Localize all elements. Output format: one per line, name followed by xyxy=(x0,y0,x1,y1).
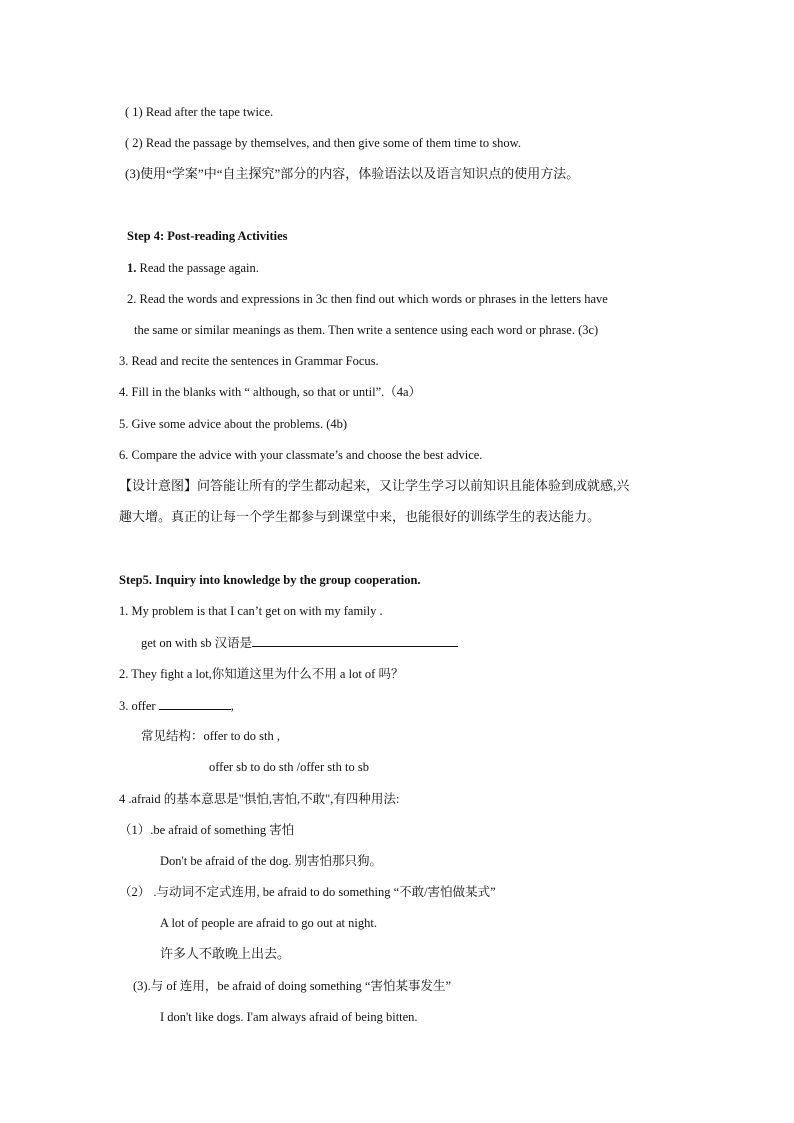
step4-item-5: 5. Give some advice about the problems. (4b) xyxy=(119,417,348,431)
usage-2-example: A lot of people are afraid to go out at night. xyxy=(160,916,377,930)
usage-1-example: Don't be afraid of the dog. 别害怕那只狗。 xyxy=(160,854,383,868)
step5-q3-struct: 常见结构：offer to do sth , xyxy=(141,729,280,743)
step4-item-6: 6. Compare the advice with your classmate’s and choose the best advice. xyxy=(119,448,483,462)
step4-item-3: 3. Read and recite the sentences in Grammar Focus. xyxy=(119,354,379,368)
step5-q1-sub-text: get on with sb 汉语是 xyxy=(141,636,253,650)
answer-blank-1[interactable] xyxy=(252,634,458,647)
usage-3-example: I don't like dogs. I'am always afraid of being bitten. xyxy=(160,1010,418,1024)
design-intent-line2: 趣大增。真正的让每一个学生都参与到课堂中来，也能很好的训练学生的表达能力。 xyxy=(119,509,601,524)
line-step3-item3: (3)使用“学案”中“自主探究”部分的内容，体验语法以及语言知识点的使用方法。 xyxy=(125,166,580,181)
usage-3: (3).与 of 连用，be afraid of doing something “害怕某事发生” xyxy=(133,979,451,993)
step5-q1: 1. My problem is that I can’t get on with my family . xyxy=(119,604,383,618)
step5-q3-text: 3. offer xyxy=(119,699,159,713)
answer-blank-2[interactable] xyxy=(159,697,231,710)
step4-item-4: 4. Fill in the blanks with “ although, so that or until”.（4a） xyxy=(119,385,422,399)
step4-item-1-text: Read the passage again. xyxy=(136,261,259,275)
step4-item-2: 2. Read the words and expressions in 3c then find out which words or phrases in the letters have xyxy=(127,292,608,306)
step5-q2: 2. They fight a lot,你知道这里为什么不用 a lot of 吗？ xyxy=(119,667,404,681)
step5-q3-struct-2: offer sb to do sth /offer sth to sb xyxy=(209,760,369,774)
step5-q3 xyxy=(119,697,234,714)
step4-heading: Step 4: Post-reading Activities xyxy=(127,229,288,243)
step5-q3-comma: , xyxy=(230,699,234,713)
step5-heading: Step5. Inquiry into knowledge by the group cooperation. xyxy=(119,573,421,587)
usage-1: （1）.be afraid of something 害怕 xyxy=(119,823,295,837)
design-intent-line1: 【设计意图】问答能让所有的学生都动起来，又让学生学习以前知识且能体验到成就感,兴 xyxy=(119,478,630,493)
usage-2: （2） .与动词不定式连用, be afraid to do something “不敢/害怕做某式” xyxy=(119,885,496,899)
step4-item-1-num: 1. xyxy=(127,261,137,275)
step4-item-1 xyxy=(127,260,259,276)
step5-q4: 4 .afraid 的基本意思是"惧怕,害怕,不敢",有四种用法: xyxy=(119,792,400,806)
line-step3-item2: ( 2) Read the passage by themselves, and then give some of them time to show. xyxy=(125,136,521,150)
step5-q1-sub xyxy=(141,634,458,651)
line-step3-item1: ( 1) Read after the tape twice. xyxy=(125,105,274,119)
step4-item-2-cont: the same or similar meanings as them. Then write a sentence using each word or phrase. (3c) xyxy=(134,323,599,337)
usage-2-translation: 许多人不敢晚上出去。 xyxy=(160,946,291,961)
